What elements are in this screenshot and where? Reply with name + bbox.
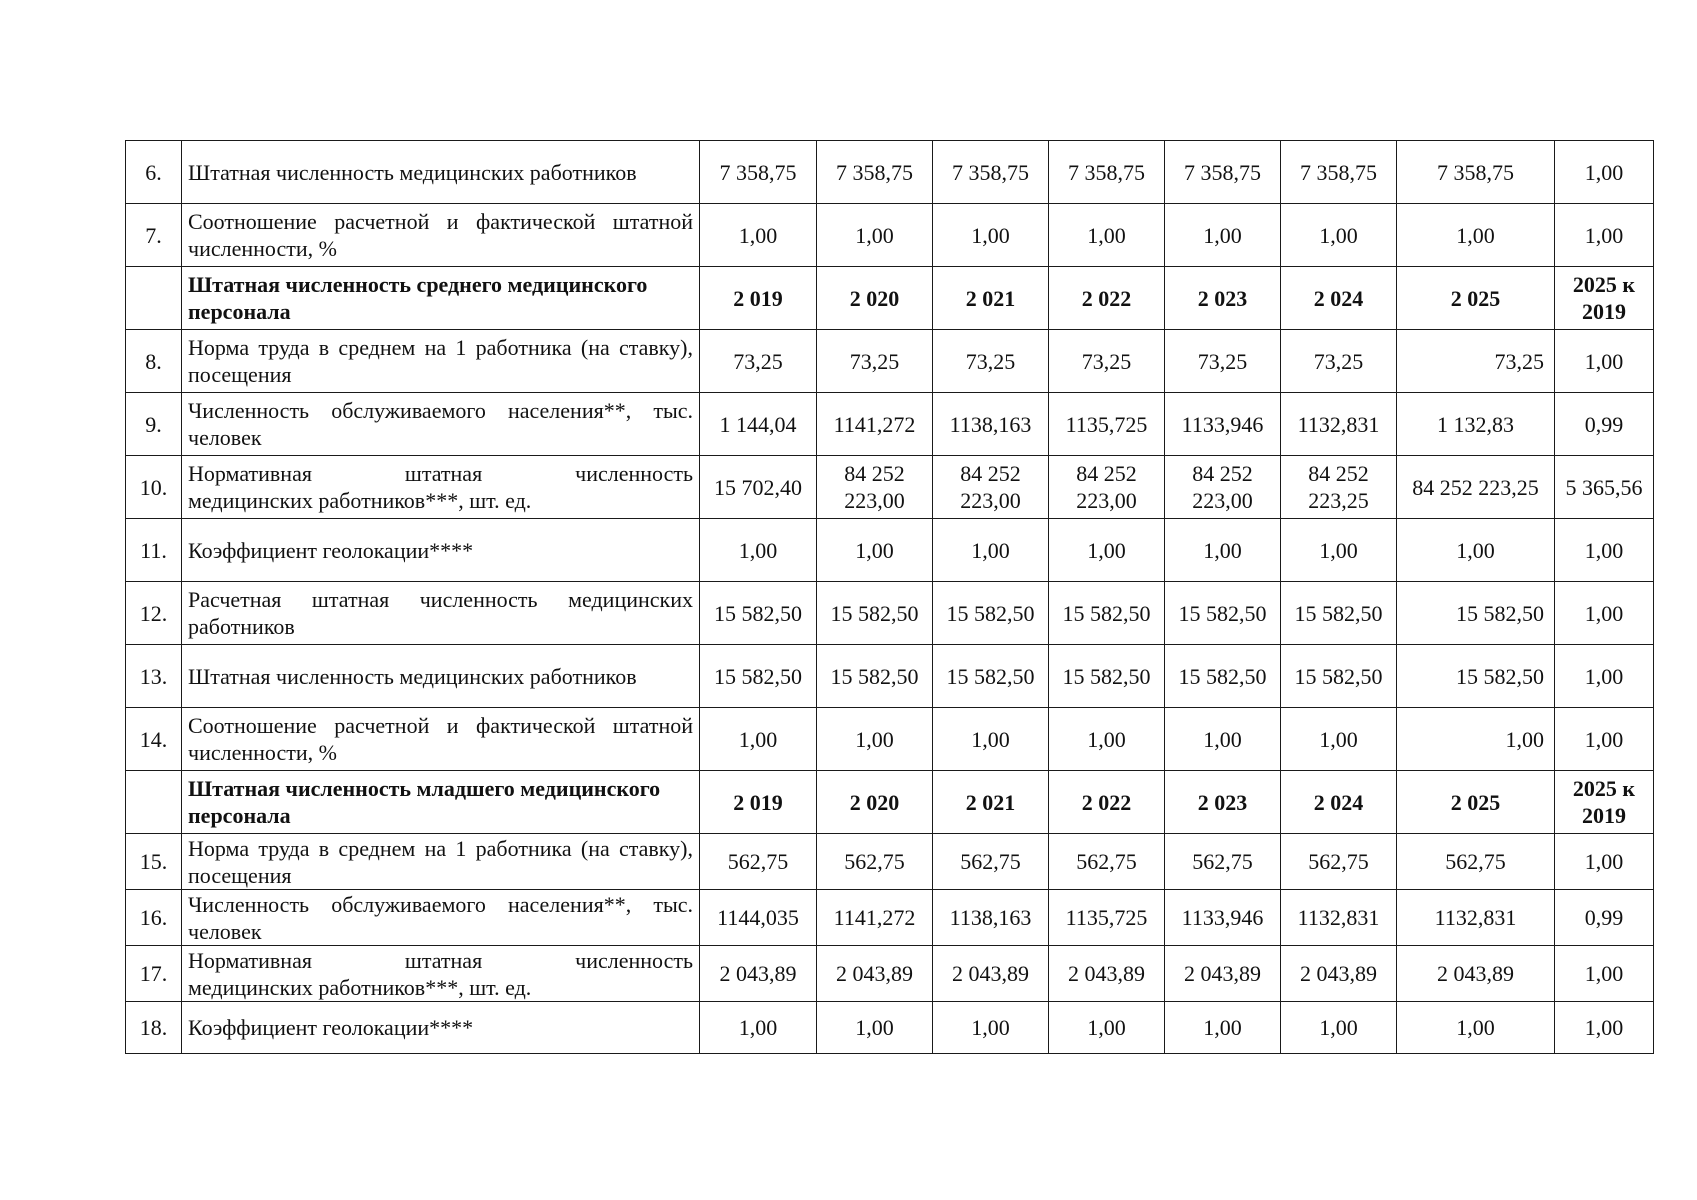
value-cell: 1,00 bbox=[933, 1002, 1049, 1054]
value-cell: 1132,831 bbox=[1281, 393, 1397, 456]
value-cell: 84 252 223,25 bbox=[1397, 456, 1555, 519]
value-cell: 2 043,89 bbox=[1397, 946, 1555, 1002]
value-cell: 73,25 bbox=[933, 330, 1049, 393]
value-cell: 15 582,50 bbox=[1281, 582, 1397, 645]
year-header: 2 023 bbox=[1165, 267, 1281, 330]
row-number bbox=[126, 267, 182, 330]
value-cell: 73,25 bbox=[1165, 330, 1281, 393]
value-cell: 7 358,75 bbox=[817, 141, 933, 204]
value-cell: 7 358,75 bbox=[933, 141, 1049, 204]
section-header-row bbox=[126, 771, 1654, 834]
ratio-cell: 1,00 bbox=[1555, 204, 1654, 267]
value-cell: 562,75 bbox=[1397, 834, 1555, 890]
value-cell: 1,00 bbox=[933, 708, 1049, 771]
value-cell: 84 252 223,00 bbox=[933, 456, 1049, 519]
value-cell: 15 582,50 bbox=[933, 582, 1049, 645]
value-cell: 15 582,50 bbox=[1165, 645, 1281, 708]
ratio-cell: 1,00 bbox=[1555, 1002, 1654, 1054]
value-cell: 562,75 bbox=[1049, 834, 1165, 890]
value-cell: 1138,163 bbox=[933, 393, 1049, 456]
value-cell: 15 582,50 bbox=[1397, 645, 1555, 708]
value-cell: 1138,163 bbox=[933, 890, 1049, 946]
ratio-cell: 1,00 bbox=[1555, 582, 1654, 645]
value-cell: 73,25 bbox=[1281, 330, 1397, 393]
value-cell: 84 252 223,00 bbox=[1165, 456, 1281, 519]
value-cell: 1,00 bbox=[1165, 519, 1281, 582]
value-cell: 1141,272 bbox=[817, 393, 933, 456]
value-cell: 562,75 bbox=[1165, 834, 1281, 890]
value-cell: 1,00 bbox=[700, 708, 817, 771]
row-number: 9. bbox=[126, 393, 182, 456]
value-cell: 562,75 bbox=[933, 834, 1049, 890]
row-description: Коэффициент геолокации**** bbox=[182, 1002, 700, 1054]
value-cell: 1 144,04 bbox=[700, 393, 817, 456]
value-cell: 15 582,50 bbox=[1049, 582, 1165, 645]
year-header: 2 021 bbox=[933, 771, 1049, 834]
ratio-cell: 0,99 bbox=[1555, 890, 1654, 946]
value-cell: 15 582,50 bbox=[1281, 645, 1397, 708]
value-cell: 84 252 223,00 bbox=[1049, 456, 1165, 519]
value-cell: 1,00 bbox=[1397, 1002, 1555, 1054]
row-number bbox=[126, 771, 182, 834]
description-line: медицинских работников***, шт. ед. bbox=[188, 488, 532, 513]
value-cell: 15 702,40 bbox=[700, 456, 817, 519]
value-cell: 1,00 bbox=[1397, 708, 1555, 771]
row-description: Численность обслуживаемого населения**, тыс. человек bbox=[182, 393, 700, 456]
value-cell: 7 358,75 bbox=[1165, 141, 1281, 204]
row-description bbox=[182, 456, 700, 519]
ratio-cell: 0,99 bbox=[1555, 393, 1654, 456]
table-row bbox=[126, 582, 1654, 645]
value-cell: 562,75 bbox=[700, 834, 817, 890]
value-cell: 73,25 bbox=[817, 330, 933, 393]
value-cell: 1,00 bbox=[817, 708, 933, 771]
row-number: 6. bbox=[126, 141, 182, 204]
row-number: 13. bbox=[126, 645, 182, 708]
table-row bbox=[126, 456, 1654, 519]
row-description: Коэффициент геолокации**** bbox=[182, 519, 700, 582]
value-cell: 1,00 bbox=[933, 204, 1049, 267]
row-description: Соотношение расчетной и фактической штатной численности, % bbox=[182, 708, 700, 771]
value-cell: 1,00 bbox=[1049, 708, 1165, 771]
row-number: 8. bbox=[126, 330, 182, 393]
value-cell: 15 582,50 bbox=[1049, 645, 1165, 708]
value-cell: 1,00 bbox=[1165, 708, 1281, 771]
section-header-row bbox=[126, 267, 1654, 330]
ratio-cell: 1,00 bbox=[1555, 645, 1654, 708]
value-cell: 1133,946 bbox=[1165, 393, 1281, 456]
value-cell: 562,75 bbox=[1281, 834, 1397, 890]
value-cell: 2 043,89 bbox=[817, 946, 933, 1002]
row-number: 10. bbox=[126, 456, 182, 519]
value-cell: 1,00 bbox=[1397, 204, 1555, 267]
value-cell: 1,00 bbox=[1281, 1002, 1397, 1054]
ratio-cell: 1,00 bbox=[1555, 141, 1654, 204]
description-line: Нормативная штатная численность bbox=[188, 947, 693, 973]
value-cell: 1133,946 bbox=[1165, 890, 1281, 946]
value-cell: 2 043,89 bbox=[700, 946, 817, 1002]
value-cell: 1,00 bbox=[1049, 204, 1165, 267]
value-cell: 1,00 bbox=[1049, 1002, 1165, 1054]
value-cell: 1,00 bbox=[1165, 204, 1281, 267]
value-cell: 15 582,50 bbox=[700, 645, 817, 708]
row-description: Штатная численность медицинских работников bbox=[182, 141, 700, 204]
year-header: 2 024 bbox=[1281, 771, 1397, 834]
row-number: 18. bbox=[126, 1002, 182, 1054]
year-header: 2 023 bbox=[1165, 771, 1281, 834]
value-cell: 1,00 bbox=[1165, 1002, 1281, 1054]
value-cell: 1141,272 bbox=[817, 890, 933, 946]
value-cell: 15 582,50 bbox=[933, 645, 1049, 708]
table-row bbox=[126, 393, 1654, 456]
value-cell: 73,25 bbox=[700, 330, 817, 393]
ratio-cell: 1,00 bbox=[1555, 519, 1654, 582]
year-header: 2 020 bbox=[817, 267, 933, 330]
description-line: медицинских работников***, шт. ед. bbox=[188, 974, 532, 1000]
year-header: 2 019 bbox=[700, 267, 817, 330]
value-cell: 1,00 bbox=[817, 519, 933, 582]
value-cell: 1,00 bbox=[1281, 708, 1397, 771]
value-cell: 1,00 bbox=[1281, 519, 1397, 582]
value-cell: 84 252 223,00 bbox=[817, 456, 933, 519]
year-header: 2 025 bbox=[1397, 771, 1555, 834]
value-cell: 15 582,50 bbox=[817, 582, 933, 645]
ratio-cell: 1,00 bbox=[1555, 708, 1654, 771]
value-cell: 1135,725 bbox=[1049, 393, 1165, 456]
value-cell: 15 582,50 bbox=[700, 582, 817, 645]
value-cell: 1132,831 bbox=[1397, 890, 1555, 946]
value-cell: 7 358,75 bbox=[1049, 141, 1165, 204]
section-title: Штатная численность младшего медицинского персонала bbox=[182, 771, 700, 834]
ratio-cell: 1,00 bbox=[1555, 834, 1654, 890]
value-cell: 1132,831 bbox=[1281, 890, 1397, 946]
row-description: Расчетная штатная численность медицинских работников bbox=[182, 582, 700, 645]
row-description: Соотношение расчетной и фактической штатной численности, % bbox=[182, 204, 700, 267]
value-cell: 1,00 bbox=[1049, 519, 1165, 582]
table-row bbox=[126, 204, 1654, 267]
row-description: Норма труда в среднем на 1 работника (на ставку), посещения bbox=[182, 330, 700, 393]
value-cell: 1 132,83 bbox=[1397, 393, 1555, 456]
value-cell: 15 582,50 bbox=[1397, 582, 1555, 645]
value-cell: 1,00 bbox=[700, 204, 817, 267]
staffing-table bbox=[125, 140, 1654, 1054]
value-cell: 1,00 bbox=[1397, 519, 1555, 582]
year-header: 2 020 bbox=[817, 771, 933, 834]
row-number: 16. bbox=[126, 890, 182, 946]
value-cell: 2 043,89 bbox=[1165, 946, 1281, 1002]
value-cell: 73,25 bbox=[1049, 330, 1165, 393]
year-header: 2 019 bbox=[700, 771, 817, 834]
value-cell: 2 043,89 bbox=[933, 946, 1049, 1002]
row-number: 11. bbox=[126, 519, 182, 582]
value-cell: 73,25 bbox=[1397, 330, 1555, 393]
table-row bbox=[126, 141, 1654, 204]
row-number: 12. bbox=[126, 582, 182, 645]
value-cell: 7 358,75 bbox=[1281, 141, 1397, 204]
year-header: 2 021 bbox=[933, 267, 1049, 330]
value-cell: 1144,035 bbox=[700, 890, 817, 946]
value-cell: 15 582,50 bbox=[817, 645, 933, 708]
value-cell: 1,00 bbox=[700, 1002, 817, 1054]
row-description: Численность обслуживаемого населения**, тыс. человек bbox=[182, 890, 700, 946]
ratio-header: 2025 к 2019 bbox=[1555, 771, 1654, 834]
section-title: Штатная численность среднего медицинского персонала bbox=[182, 267, 700, 330]
ratio-cell: 1,00 bbox=[1555, 946, 1654, 1002]
row-number: 17. bbox=[126, 946, 182, 1002]
table-row bbox=[126, 946, 1654, 1002]
value-cell: 7 358,75 bbox=[1397, 141, 1555, 204]
year-header: 2 022 bbox=[1049, 267, 1165, 330]
ratio-cell: 5 365,56 bbox=[1555, 456, 1654, 519]
table-row bbox=[126, 834, 1654, 890]
value-cell: 1,00 bbox=[817, 1002, 933, 1054]
table-row bbox=[126, 645, 1654, 708]
row-number: 15. bbox=[126, 834, 182, 890]
row-description: Штатная численность медицинских работников bbox=[182, 645, 700, 708]
ratio-header: 2025 к 2019 bbox=[1555, 267, 1654, 330]
value-cell: 1,00 bbox=[933, 519, 1049, 582]
table-row bbox=[126, 890, 1654, 946]
value-cell: 1,00 bbox=[1281, 204, 1397, 267]
row-number: 14. bbox=[126, 708, 182, 771]
year-header: 2 022 bbox=[1049, 771, 1165, 834]
value-cell: 1,00 bbox=[700, 519, 817, 582]
row-number: 7. bbox=[126, 204, 182, 267]
value-cell: 562,75 bbox=[817, 834, 933, 890]
year-header: 2 025 bbox=[1397, 267, 1555, 330]
value-cell: 15 582,50 bbox=[1165, 582, 1281, 645]
value-cell: 2 043,89 bbox=[1049, 946, 1165, 1002]
table-row bbox=[126, 1002, 1654, 1054]
table-row bbox=[126, 330, 1654, 393]
value-cell: 84 252 223,25 bbox=[1281, 456, 1397, 519]
description-line: Нормативная штатная численность bbox=[188, 461, 693, 486]
table-row bbox=[126, 519, 1654, 582]
year-header: 2 024 bbox=[1281, 267, 1397, 330]
ratio-cell: 1,00 bbox=[1555, 330, 1654, 393]
value-cell: 1,00 bbox=[817, 204, 933, 267]
table-row bbox=[126, 708, 1654, 771]
value-cell: 1135,725 bbox=[1049, 890, 1165, 946]
row-description bbox=[182, 946, 700, 1002]
value-cell: 7 358,75 bbox=[700, 141, 817, 204]
value-cell: 2 043,89 bbox=[1281, 946, 1397, 1002]
row-description: Норма труда в среднем на 1 работника (на ставку), посещения bbox=[182, 834, 700, 890]
